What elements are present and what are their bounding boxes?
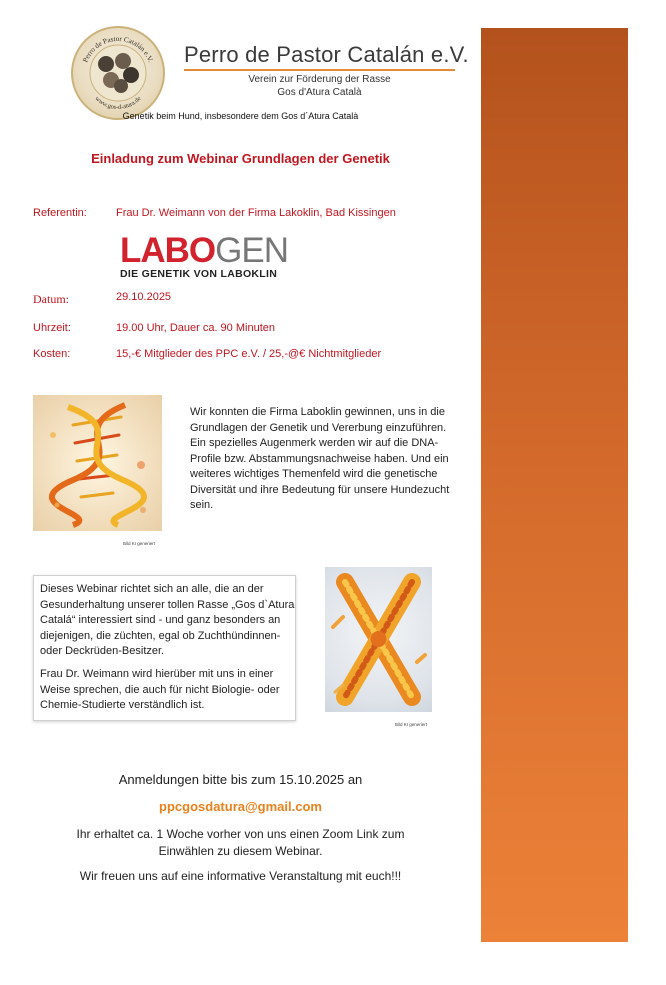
chromosome-image-caption: Bild KI generiert xyxy=(395,722,428,727)
chromosome-image xyxy=(325,567,432,712)
dna-helix-icon xyxy=(33,395,162,531)
invitation-title: Einladung zum Webinar Grundlagen der Genetik xyxy=(91,151,390,166)
zoom-info xyxy=(0,826,481,860)
dna-helix-image xyxy=(33,395,162,531)
speaker-label: Referentin: xyxy=(33,207,87,219)
speaker-paragraph: Frau Dr. Weimann wird hierüber mit uns in einer Weise sprechen, die auch für nicht Biologie- oder Chemie-Studierte verständlich ist. xyxy=(40,668,280,711)
org-subtitle-1: Verein zur Förderung der Rasse xyxy=(248,74,391,85)
org-name: Perro de Pastor Catalán e.V. xyxy=(184,42,469,67)
contact-email-link[interactable]: ppcgosdatura@gmail.com xyxy=(159,799,322,814)
audience-paragraph: Dieses Webinar richtet sich an alle, die an der Gesunderhaltung unserer tollen Rasse „Gos d`Atura Catalá“ interessiert sind - und ganz besonders an diejenigen, die züchten, egal ob Zuchthündinnen- oder Deckrüden-Besitzer. xyxy=(40,583,295,657)
dna-image-caption: Bild KI generiert xyxy=(123,541,156,546)
logo-graphic xyxy=(73,28,163,118)
labogen-wordmark xyxy=(120,231,289,270)
closing-line: Wir freuen uns auf eine informative Veranstaltung mit euch!!! xyxy=(79,869,402,883)
club-logo xyxy=(71,26,165,120)
time-value: 19.00 Uhr, Dauer ca. 90 Minuten xyxy=(116,322,275,334)
zoom-info-line-2: Einwählen zu diesem Webinar. xyxy=(158,844,323,858)
time-label: Uhrzeit: xyxy=(33,322,71,334)
svg-text:www.gos-d-atura.de: www.gos-d-atura.de xyxy=(93,95,143,112)
registration-deadline: Anmeldungen bitte bis zum 15.10.2025 an xyxy=(118,772,363,787)
orange-sidebar xyxy=(481,28,628,942)
labogen-word-red: LABO xyxy=(120,231,216,270)
labogen-logo xyxy=(120,231,289,280)
date-value: 29.10.2025 xyxy=(116,291,172,303)
speaker-value: Frau Dr. Weimann von der Firma Lakoklin, Bad Kissingen xyxy=(116,207,396,219)
chromosome-icon xyxy=(325,567,432,712)
org-subtitle-2: Gos d'Atura Català xyxy=(277,87,362,98)
org-name-underline xyxy=(184,69,455,71)
tagline: Genetik beim Hund, insbesondere dem Gos d´Atura Català xyxy=(122,111,359,121)
svg-text:Perro de Pastor Catalán e.V.: Perro de Pastor Catalán e.V. xyxy=(81,34,155,64)
intro-paragraph: Wir konnten die Firma Laboklin gewinnen, uns in die Grundlagen der Genetik und Vererbung einzuführen. Ein spezielles Augenmerk werden wir auf die DNA-Profile bzw. Abstammungsnachweise haben. Und ein weiteres wichtiges Themenfeld wird die genetische Diversität und ihre Bedeutung für unsere Hundezucht sein. xyxy=(190,406,450,511)
labogen-word-gray: GEN xyxy=(215,231,289,270)
cost-value: 15,-€ Mitglieder des PPC e.V. / 25,-@€ Nichtmitglieder xyxy=(116,348,382,360)
date-label: Datum: xyxy=(33,292,69,306)
zoom-info-line-1: Ihr erhaltet ca. 1 Woche vorher von uns einen Zoom Link zum xyxy=(76,827,405,841)
labogen-tagline: DIE GENETIK VON LABOKLIN xyxy=(120,268,278,280)
cost-label: Kosten: xyxy=(33,348,71,360)
